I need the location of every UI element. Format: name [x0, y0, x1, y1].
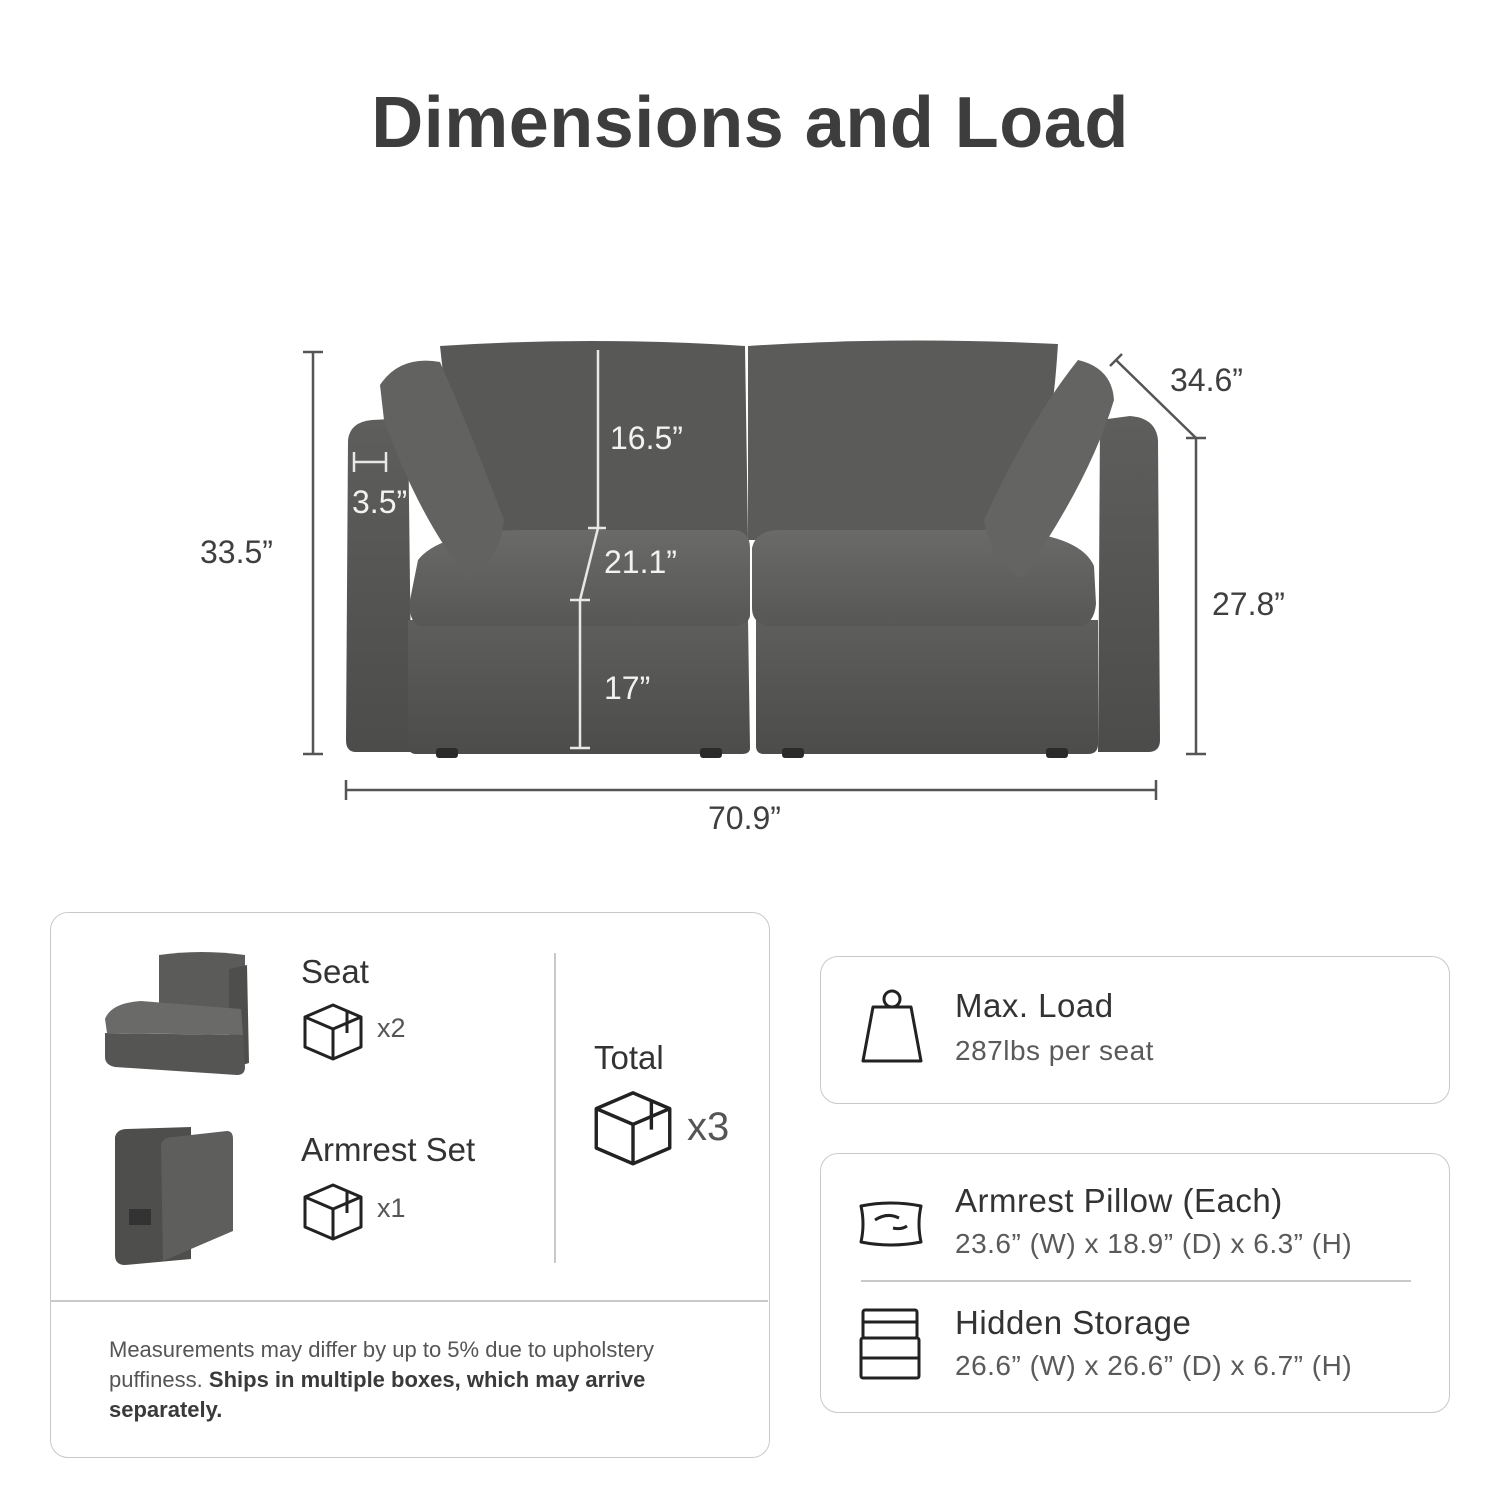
sofa-leg: [436, 748, 458, 758]
seat-quantity: x2: [377, 1013, 406, 1043]
armrest-pillow-title: Armrest Pillow (Each): [955, 1182, 1283, 1219]
sofa-base-right: [756, 620, 1098, 754]
packaging-divider: [51, 1300, 768, 1302]
seat-module-image: [101, 949, 251, 1079]
specs-divider: [861, 1280, 1411, 1282]
pillow-icon: [857, 1198, 925, 1250]
max-load-title: Max. Load: [955, 987, 1114, 1024]
sofa-leg: [700, 748, 722, 758]
specs-card: [820, 1153, 1450, 1413]
seat-depth-label: 21.1”: [604, 544, 677, 580]
measurement-note: [109, 1335, 709, 1425]
armrest-quantity: x1: [377, 1193, 406, 1223]
page-title: Dimensions and Load: [371, 83, 1129, 163]
box-icon: [301, 999, 365, 1063]
back-cushion-height-label: 16.5”: [610, 420, 683, 456]
arm-height-label: 27.8”: [1212, 586, 1285, 622]
width-label: 70.9”: [708, 800, 781, 836]
seat-item-label: Seat: [301, 953, 369, 990]
total-quantity: x3: [687, 1105, 730, 1149]
hidden-storage-title: Hidden Storage: [955, 1304, 1192, 1341]
armrest-pillow-dimensions: 23.6” (W) x 18.9” (D) x 6.3” (H): [955, 1228, 1353, 1259]
sofa-seat-cushion-right: [752, 530, 1096, 626]
max-load-card: [820, 956, 1450, 1104]
hidden-storage-dimensions: 26.6” (W) x 26.6” (D) x 6.7” (H): [955, 1350, 1353, 1381]
packaging-divider: [554, 953, 556, 1263]
armrest-set-image: [111, 1119, 241, 1269]
seat-height-label: 17”: [604, 670, 651, 706]
total-label: Total: [594, 1039, 664, 1076]
measurement-note-text: Measurements may differ by up to 5% due to upholstery puffiness.: [109, 1337, 654, 1392]
box-icon: [591, 1085, 675, 1169]
sofa-left-arm: [346, 418, 412, 752]
packaging-card: [50, 912, 770, 1458]
sofa-right-arm: [1098, 416, 1160, 752]
armrest-item-label: Armrest Set: [301, 1131, 476, 1168]
shipping-note-text: Ships in multiple boxes, which may arrive separately.: [109, 1367, 646, 1422]
total-height-label: 33.5”: [200, 534, 273, 570]
sofa-leg: [1046, 748, 1068, 758]
box-icon: [301, 1179, 365, 1243]
depth-label: 34.6”: [1170, 362, 1243, 398]
weight-icon: [859, 987, 925, 1065]
max-load-value: 287lbs per seat: [955, 1035, 1154, 1066]
sofa-leg: [782, 748, 804, 758]
arm-width-label: 3.5”: [352, 484, 408, 520]
storage-box-icon: [859, 1306, 921, 1382]
